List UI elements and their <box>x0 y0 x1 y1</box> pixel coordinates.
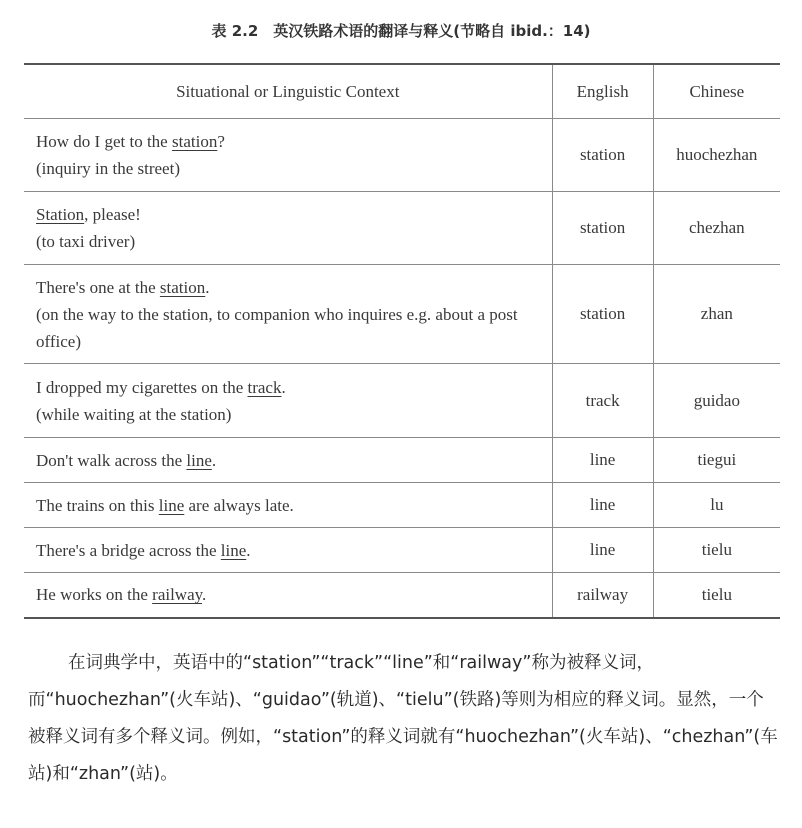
context-cell <box>24 483 552 528</box>
table-header-row <box>24 64 780 119</box>
chinese-cell: tielu <box>653 573 780 618</box>
body-paragraph <box>28 645 780 793</box>
context-cell <box>24 573 552 618</box>
context-sentence <box>36 274 546 301</box>
sentence-text: He works on the <box>36 585 153 605</box>
header-english: English <box>552 64 653 119</box>
context-sentence <box>36 581 546 608</box>
context-sentence <box>36 201 546 228</box>
sentence-text: ? <box>217 132 225 151</box>
chinese-cell: tielu <box>653 528 780 573</box>
table-row <box>24 192 780 265</box>
context-note: (on the way to the station, to companion who inquires e.g. about a post office) <box>36 304 518 351</box>
context-note: (to taxi driver) <box>36 232 136 251</box>
table-row <box>24 265 780 364</box>
underlined-term: line <box>186 450 212 470</box>
table-row <box>24 438 780 483</box>
table-row <box>24 364 780 438</box>
chinese-cell: tiegui <box>653 438 780 483</box>
english-cell: track <box>552 364 653 438</box>
context-sentence <box>36 447 546 474</box>
english-cell: station <box>552 265 653 364</box>
chinese-cell: chezhan <box>653 192 780 265</box>
underlined-term: station <box>171 132 218 151</box>
sentence-text: I dropped my cigarettes on the <box>36 377 248 397</box>
sentence-text: . <box>205 277 210 297</box>
underlined-term: railway <box>152 585 203 605</box>
sentence-text: Don't walk across the <box>36 450 187 470</box>
sentence-text: , please! <box>84 205 141 224</box>
english-cell: line <box>552 483 653 528</box>
english-cell: station <box>552 119 653 192</box>
sentence-text: There's a bridge across the <box>36 540 221 560</box>
table-caption: 表 2.2 英汉铁路术语的翻译与释义(节略自 ibid.：14) <box>211 22 591 40</box>
underlined-term: station <box>159 277 206 297</box>
sentence-text: are always late. <box>184 495 294 515</box>
sentence-text: . <box>281 377 286 397</box>
table-row <box>24 573 780 618</box>
context-sentence <box>36 128 546 155</box>
chinese-cell: lu <box>653 483 780 528</box>
underlined-term: track <box>247 377 282 397</box>
english-cell: line <box>552 528 653 573</box>
context-cell <box>24 438 552 483</box>
underlined-term: line <box>158 495 185 515</box>
context-cell <box>24 364 552 438</box>
table-row <box>24 528 780 573</box>
chinese-cell: huochezhan <box>653 119 780 192</box>
sentence-text: How do I get to the <box>36 132 172 151</box>
english-cell: line <box>552 438 653 483</box>
table-row <box>24 483 780 528</box>
underlined-term: line <box>220 540 247 560</box>
english-cell: station <box>552 192 653 265</box>
table-row <box>24 119 780 192</box>
header-context: Situational or Linguistic Context <box>176 81 400 101</box>
context-cell <box>24 528 552 573</box>
railway-terms-table <box>24 63 780 619</box>
context-sentence <box>36 492 546 519</box>
context-cell <box>24 265 552 364</box>
context-cell <box>24 119 552 192</box>
english-cell: railway <box>552 573 653 618</box>
sentence-text: . <box>211 450 217 470</box>
sentence-text: The trains on this <box>36 495 159 515</box>
sentence-text: There's one at the <box>36 277 160 297</box>
underlined-term: Station <box>36 205 85 224</box>
context-sentence <box>36 374 546 401</box>
context-note: (while waiting at the station) <box>36 404 232 424</box>
paragraph-text: 在词典学中，英语中的“station”“track”“line”和“railway”称为被释义词，而“huochezhan”(火车站)、“guidao”(轨道)、“tielu”(铁路)等则为相应的释义词。显然，一个被释义词有多个释义词。例如，“station”的释义词就有“huochezhan”(火车站)、“chezhan”(车站)和“zhan”(站)。 <box>28 653 778 784</box>
context-note: (inquiry in the street) <box>36 159 180 178</box>
header-chinese: Chinese <box>653 64 780 119</box>
sentence-text: . <box>202 585 207 605</box>
chinese-cell: zhan <box>653 265 780 364</box>
context-sentence <box>36 537 546 564</box>
chinese-cell: guidao <box>653 364 780 438</box>
context-cell <box>24 192 552 265</box>
sentence-text: . <box>246 540 251 560</box>
